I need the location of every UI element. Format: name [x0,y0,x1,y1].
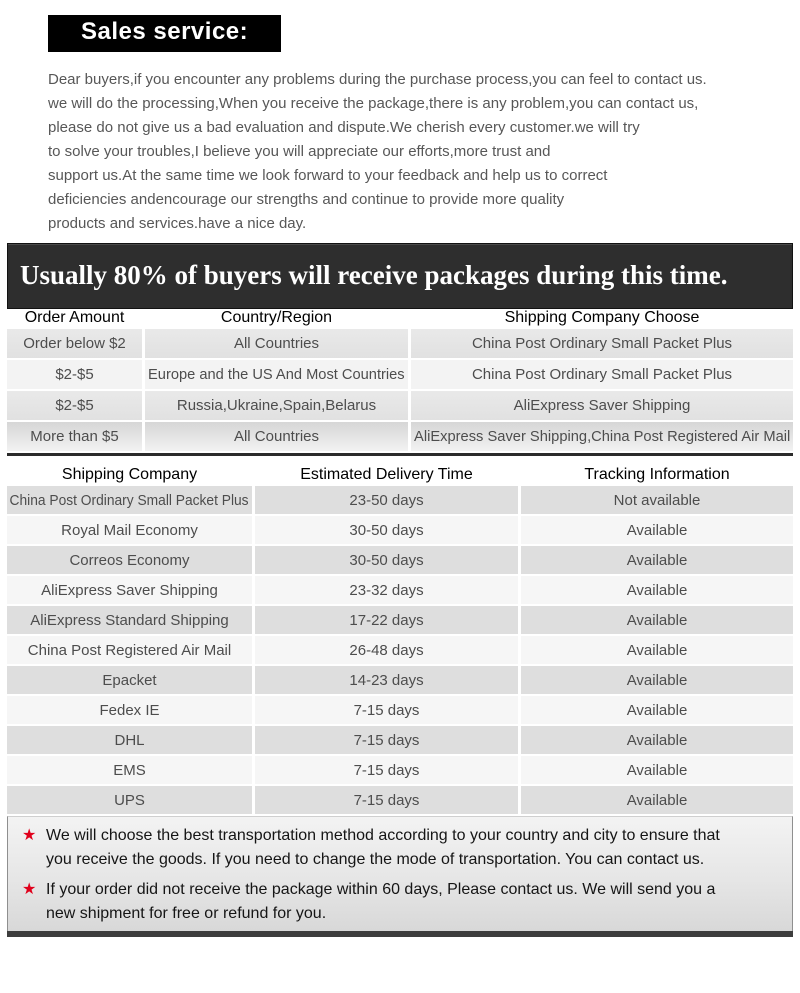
cell-text: Fedex IE [99,701,160,719]
table-cell [145,422,408,451]
table-row [7,516,793,544]
table-cell [411,329,793,358]
cell-text: 7-15 days [353,701,420,719]
table-cell [411,422,793,451]
cell-text: Shipping Company [61,466,198,483]
table-cell [521,516,793,544]
shipping-time-table [7,243,793,456]
table-row [7,756,793,784]
table-cell [521,576,793,604]
table-cell [7,726,252,754]
cell-text: All Countries [233,428,320,445]
cell-text: 7-15 days [353,731,420,749]
table-cell [7,391,142,420]
table-cell [521,756,793,784]
delivery-table [7,466,793,937]
table-cell [521,606,793,634]
seller-notes [7,816,793,931]
table-bottom-border [7,453,793,456]
paragraph-line: support us.At the same time we look forward to your feedback and help us to correct [48,167,608,184]
star-icon: ★ [22,827,37,844]
cell-text: 23-50 days [349,491,424,509]
paragraph-line: products and services.have a nice day. [48,215,307,232]
cell-text: China Post Ordinary Small Packet Plus [471,366,733,383]
note-line: new shipment for free or refund for you. [46,905,327,922]
cell-text: China Post Registered Air Mail [27,641,232,659]
cell-text: All Countries [233,335,320,352]
table-cell [521,666,793,694]
table-row [7,576,793,604]
cell-text: Estimated Delivery Time [300,466,473,483]
cell-text: Epacket [102,671,157,689]
table-cell [521,786,793,814]
table-row [7,606,793,634]
table-cell [7,422,142,451]
cell-text: Tracking Information [584,466,730,483]
paragraph-line: Dear buyers,if you encounter any problems during the purchase process,you can feel to contact us. [48,71,707,88]
sales-service-paragraph [48,68,778,236]
cell-text: Available [626,581,688,599]
table-cell [521,486,793,514]
cell-text: AliExpress Saver Shipping,China Post Registered Air Mail [413,428,791,445]
header-row [7,466,793,484]
header-cell [7,309,142,327]
paragraph-line: we will do the processing,When you receive the package,there is any problem,you can contact us, [48,95,699,112]
table-cell [7,636,252,664]
cell-text: 26-48 days [349,641,424,659]
table-cell [411,391,793,420]
table-cell [255,636,518,664]
table-row [7,696,793,724]
header-cell [521,466,793,484]
table-row [7,726,793,754]
table-cell [411,360,793,389]
table-cell [145,329,408,358]
shipping-time-banner: Usually 80% of buyers will receive packages during this time. [7,243,793,309]
table-cell [255,576,518,604]
header-cell [255,466,518,484]
cell-text: 7-15 days [353,761,420,779]
cell-text: Shipping Company Choose [504,309,700,326]
cell-text: Correos Economy [69,551,190,569]
table-cell [255,606,518,634]
cell-text: 17-22 days [349,611,424,629]
table-cell [255,516,518,544]
header-row [7,309,793,327]
cell-text: AliExpress Standard Shipping [30,611,229,629]
cell-text: UPS [114,791,145,809]
shipping-time-body [7,329,793,451]
note-line: ★ If your order did not receive the package within 60 days, Please contact us. We will send you a [22,878,782,902]
table-row [7,422,793,451]
table-row [7,666,793,694]
cell-text: Available [626,551,688,569]
table-cell [255,726,518,754]
cell-text: Available [626,731,688,749]
note-line: you receive the goods. If you need to change the mode of transportation. You can contact us. [46,851,705,868]
table-row [7,546,793,574]
paragraph-line: deficiencies andencourage our strengths and continue to provide more quality [48,191,565,208]
cell-text: Available [626,521,688,539]
paragraph-line: please do not give us a bad evaluation and dispute.We cherish every customer.we will try [48,119,640,136]
table-cell [521,546,793,574]
header-cell [145,309,408,327]
table-cell [145,391,408,420]
table-cell [255,696,518,724]
cell-text: 23-32 days [349,581,424,599]
header-cell [7,466,252,484]
cell-text: 7-15 days [353,791,420,809]
delivery-body [7,486,793,814]
table-cell [7,666,252,694]
bottom-bar [7,931,793,937]
cell-text: Available [626,641,688,659]
table-cell [7,696,252,724]
table-cell [7,756,252,784]
cell-text: EMS [113,761,146,779]
table-cell [255,666,518,694]
cell-text: AliExpress Saver Shipping [513,397,691,414]
cell-text: $2-$5 [55,397,94,414]
cell-text: China Post Ordinary Small Packet Plus [471,335,733,352]
table-cell [521,696,793,724]
cell-text: $2-$5 [55,366,94,383]
cell-text: Order below $2 [23,335,126,352]
note-item [22,824,782,872]
table-row [7,486,793,514]
cell-text: AliExpress Saver Shipping [41,581,218,599]
table-cell [145,360,408,389]
table-row [7,360,793,389]
cell-text: 30-50 days [349,521,424,539]
cell-text: 14-23 days [349,671,424,689]
table-row [7,636,793,664]
star-icon: ★ [22,881,37,898]
cell-text: China Post Ordinary Small Packet Plus [9,491,250,509]
table-cell [521,726,793,754]
cell-text: More than $5 [30,428,119,445]
table-row [7,786,793,814]
cell-text: Not available [613,491,701,509]
table-cell [255,786,518,814]
paragraph-line: to solve your troubles,I believe you will appreciate our efforts,more trust and [48,143,551,160]
cell-text: DHL [114,731,145,749]
cell-text: Country/Region [220,309,333,326]
cell-text: Europe and the US And Most Countries [148,366,405,383]
cell-text: 30-50 days [349,551,424,569]
cell-text: Available [626,761,688,779]
table-cell [7,329,142,358]
cell-text: Available [626,611,688,629]
table-cell [7,486,252,514]
cell-text: Available [626,791,688,809]
sales-service-heading: Sales service: [48,15,281,52]
cell-text: Russia,Ukraine,Spain,Belarus [176,397,377,414]
header-cell [411,309,793,327]
table-cell [255,756,518,784]
table-cell [7,546,252,574]
cell-text: Available [626,671,688,689]
table-row [7,391,793,420]
table-cell [7,786,252,814]
table-cell [7,360,142,389]
table-cell [255,486,518,514]
note-item [22,878,782,926]
cell-text: Royal Mail Economy [61,521,198,539]
table-cell [255,546,518,574]
table-cell [7,606,252,634]
table-cell [7,576,252,604]
table-cell [521,636,793,664]
note-line: ★ We will choose the best transportation method according to your country and city to ensure that [22,824,782,848]
table-cell [7,516,252,544]
table-row [7,329,793,358]
cell-text: Available [626,701,688,719]
cell-text: Order Amount [24,309,125,326]
